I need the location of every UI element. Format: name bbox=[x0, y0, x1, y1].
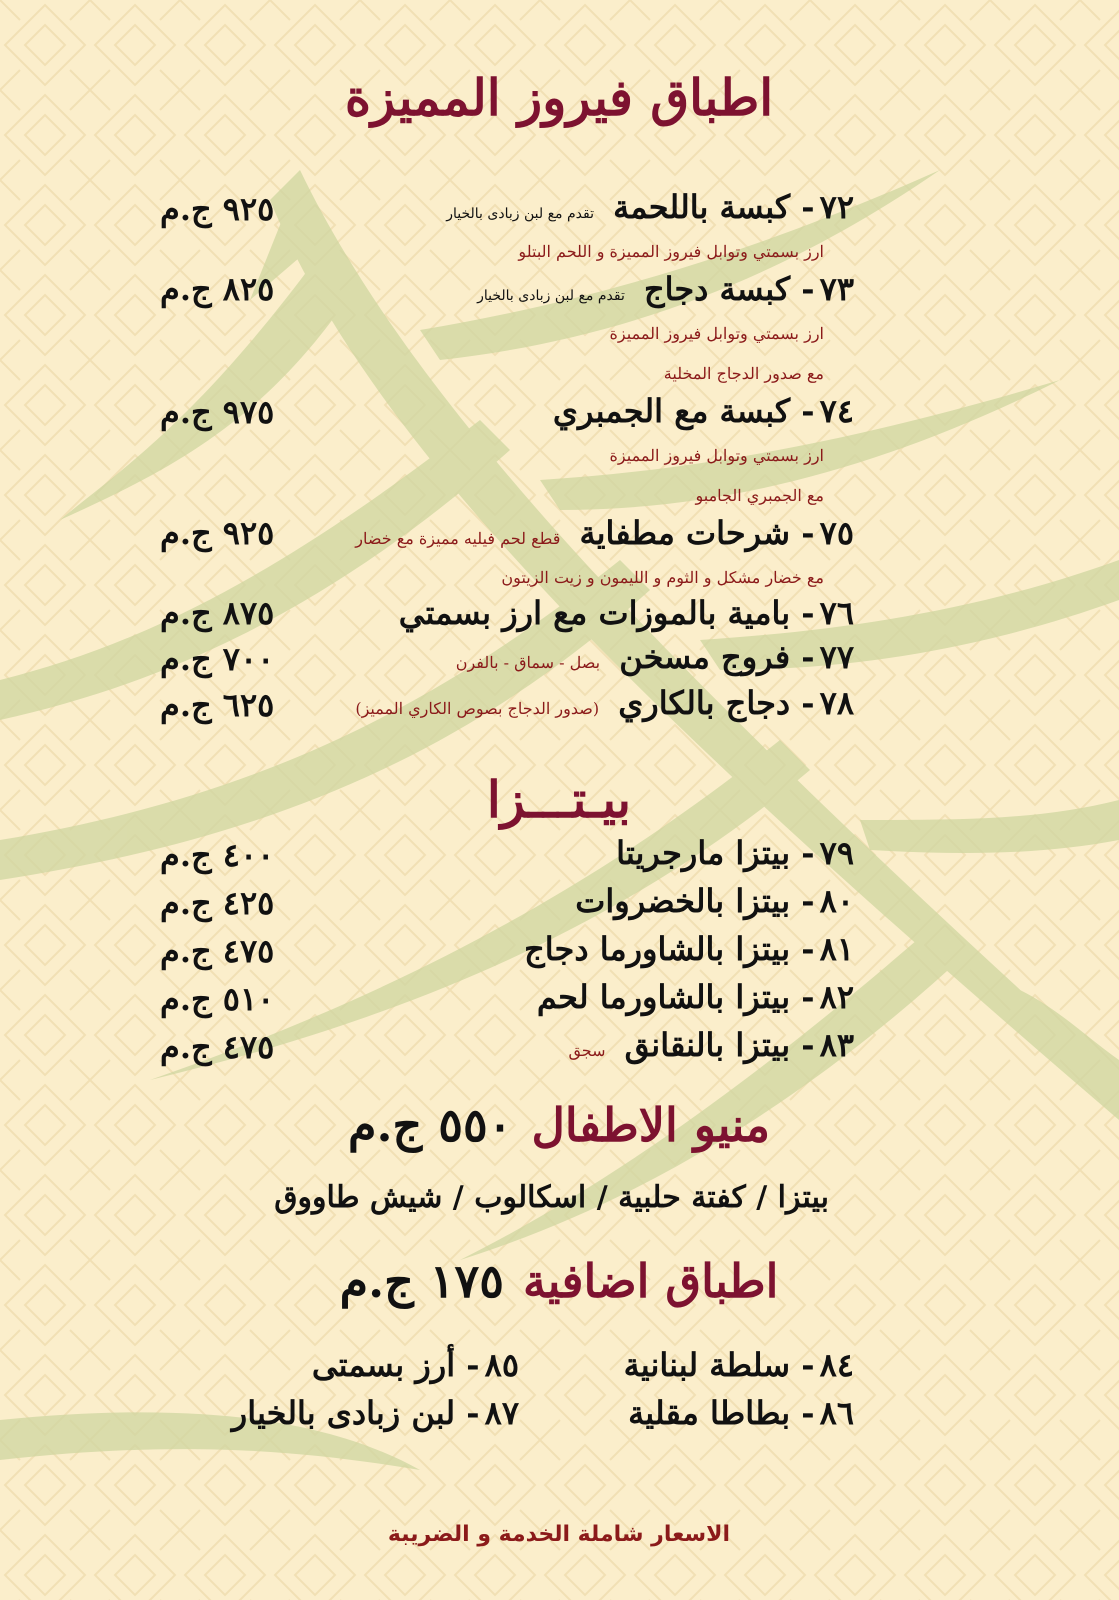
extras-item-86: ٨٦ - بطاطا مقلية bbox=[628, 1394, 854, 1432]
extras-price: ١٧٥ ج.م bbox=[339, 1254, 504, 1308]
item-name: شرحات مطفاية bbox=[579, 514, 791, 552]
item-description: ارز بسمتي وتوابل فيروز المميزة bbox=[609, 324, 824, 343]
extras-item-85: ٨٥ - أرز بسمتى bbox=[311, 1346, 519, 1384]
extras-item-87: ٨٧ - لبن زبادى بالخيار bbox=[231, 1394, 519, 1432]
kids-menu-price: ٥٥٠ ج.م bbox=[348, 1098, 513, 1152]
item-description: مع خضار مشكل و الثوم و الليمون و زيت الزيتون bbox=[501, 568, 824, 587]
item-num: ٧٤ bbox=[819, 392, 854, 430]
item-num: ٨٥ bbox=[484, 1346, 519, 1384]
pizza-price-80: ٤٢٥ ج.م bbox=[160, 884, 275, 922]
item-name: بطاطا مقلية bbox=[628, 1394, 791, 1432]
kids-menu-items: بيتزا / كفتة حلبية / اسكالوب / شيش طاووق bbox=[274, 1180, 829, 1215]
item-name: بيتزا بالشاورما دجاج bbox=[524, 930, 791, 968]
item-note: (صدور الدجاج بصوص الكاري المميز) bbox=[355, 699, 600, 718]
pizza-item-83: ٨٣ - بيتزا بالنقانق سجق bbox=[568, 1026, 854, 1064]
item-num: ٨٧ bbox=[484, 1394, 519, 1432]
extras-title: اطباق اضافية bbox=[523, 1254, 779, 1308]
pizza-item-82: ٨٢ - بيتزا بالشاورما لحم bbox=[536, 978, 854, 1016]
item-description: مع صدور الدجاج المخلية bbox=[663, 364, 824, 383]
item-num: ٨٦ bbox=[819, 1394, 854, 1432]
item-note: بصل - سماق - بالفرن bbox=[455, 653, 601, 672]
item-description: ارز بسمتي وتوابل فيروز المميزة و اللحم البتلو bbox=[518, 242, 824, 261]
item-note: تقدم مع لبن زبادى بالخيار bbox=[477, 288, 625, 304]
item-name: دجاج بالكاري bbox=[618, 684, 791, 722]
pizza-item-80: ٨٠ - بيتزا بالخضروات bbox=[575, 882, 854, 920]
item-price-78: ٦٢٥ ج.م bbox=[160, 686, 275, 724]
menu-item-78: ٧٨ - دجاج بالكاري (صدور الدجاج بصوص الكاري المميز) bbox=[355, 684, 854, 722]
item-note: تقدم مع لبن زبادى بالخيار bbox=[446, 206, 594, 222]
menu-item-75: ٧٥ - شرحات مطفاية قطع لحم فيليه مميزة مع خضار bbox=[355, 514, 854, 552]
pizza-price-79: ٤٠٠ ج.م bbox=[160, 836, 275, 874]
item-num: ٧٥ bbox=[819, 514, 854, 552]
pizza-item-79: ٧٩ - بيتزا مارجريتا bbox=[616, 834, 854, 872]
footer-note: الاسعار شاملة الخدمة و الضريبة bbox=[387, 1522, 731, 1547]
item-note: قطع لحم فيليه مميزة مع خضار bbox=[355, 529, 561, 548]
item-price-74: ٩٧٥ ج.م bbox=[160, 393, 275, 431]
item-num: ٨٤ bbox=[819, 1346, 854, 1384]
item-num: ٧٢ bbox=[819, 188, 854, 226]
pizza-price-82: ٥١٠ ج.م bbox=[160, 980, 275, 1018]
menu-item-76: ٧٦ - بامية بالموزات مع ارز بسمتي bbox=[398, 594, 854, 632]
menu-item-77: ٧٧ - فروج مسخن بصل - سماق - بالفرن bbox=[455, 638, 854, 676]
menu-item-72: ٧٢ - كبسة باللحمة تقدم مع لبن زبادى بالخيار bbox=[446, 188, 854, 226]
pizza-item-81: ٨١ - بيتزا بالشاورما دجاج bbox=[524, 930, 854, 968]
pizza-price-81: ٤٧٥ ج.م bbox=[160, 932, 275, 970]
item-description: مع الجمبري الجامبو bbox=[695, 486, 824, 505]
item-num: ٧٧ bbox=[819, 638, 854, 676]
kids-menu-title: منيو الاطفال bbox=[531, 1098, 770, 1152]
item-num: ٧٦ bbox=[819, 594, 854, 632]
extras-item-84: ٨٤ - سلطة لبنانية bbox=[623, 1346, 854, 1384]
item-description: ارز بسمتي وتوابل فيروز المميزة bbox=[609, 446, 824, 465]
item-name: كبسة دجاج bbox=[643, 270, 791, 308]
extras-header bbox=[159, 1254, 959, 1308]
section-title-main: اطباق فيروز المميزة bbox=[344, 68, 774, 127]
item-name: كبسة باللحمة bbox=[613, 188, 791, 226]
item-price-73: ٨٢٥ ج.م bbox=[160, 270, 275, 308]
menu-item-74: ٧٤ - كبسة مع الجمبري bbox=[552, 392, 854, 430]
item-num: ٨٣ bbox=[819, 1026, 854, 1064]
item-name: بيتزا مارجريتا bbox=[616, 834, 791, 872]
item-name: أرز بسمتى bbox=[311, 1346, 456, 1384]
item-name: بامية بالموزات مع ارز بسمتي bbox=[398, 594, 791, 632]
item-num: ٧٣ bbox=[819, 270, 854, 308]
pizza-price-83: ٤٧٥ ج.م bbox=[160, 1028, 275, 1066]
item-price-76: ٨٧٥ ج.م bbox=[160, 594, 275, 632]
item-name: فروج مسخن bbox=[619, 638, 791, 676]
item-name: بيتزا بالشاورما لحم bbox=[536, 978, 791, 1016]
section-title-pizza: بيـتـــزا bbox=[486, 770, 632, 829]
item-note: سجق bbox=[568, 1041, 606, 1060]
item-name: بيتزا بالخضروات bbox=[575, 882, 791, 920]
item-name: سلطة لبنانية bbox=[623, 1346, 791, 1384]
item-num: ٧٨ bbox=[819, 684, 854, 722]
item-name: بيتزا بالنقانق bbox=[624, 1026, 791, 1064]
item-num: ٨١ bbox=[819, 930, 854, 968]
item-num: ٧٩ bbox=[819, 834, 854, 872]
menu-item-73: ٧٣ - كبسة دجاج تقدم مع لبن زبادى بالخيار bbox=[477, 270, 854, 308]
item-num: ٨٠ bbox=[819, 882, 854, 920]
item-num: ٨٢ bbox=[819, 978, 854, 1016]
item-price-72: ٩٢٥ ج.م bbox=[160, 190, 275, 228]
item-name: كبسة مع الجمبري bbox=[552, 392, 791, 430]
item-price-77: ٧٠٠ ج.م bbox=[160, 640, 275, 678]
kids-menu-header bbox=[159, 1098, 959, 1152]
item-price-75: ٩٢٥ ج.م bbox=[160, 514, 275, 552]
item-name: لبن زبادى بالخيار bbox=[231, 1394, 456, 1432]
